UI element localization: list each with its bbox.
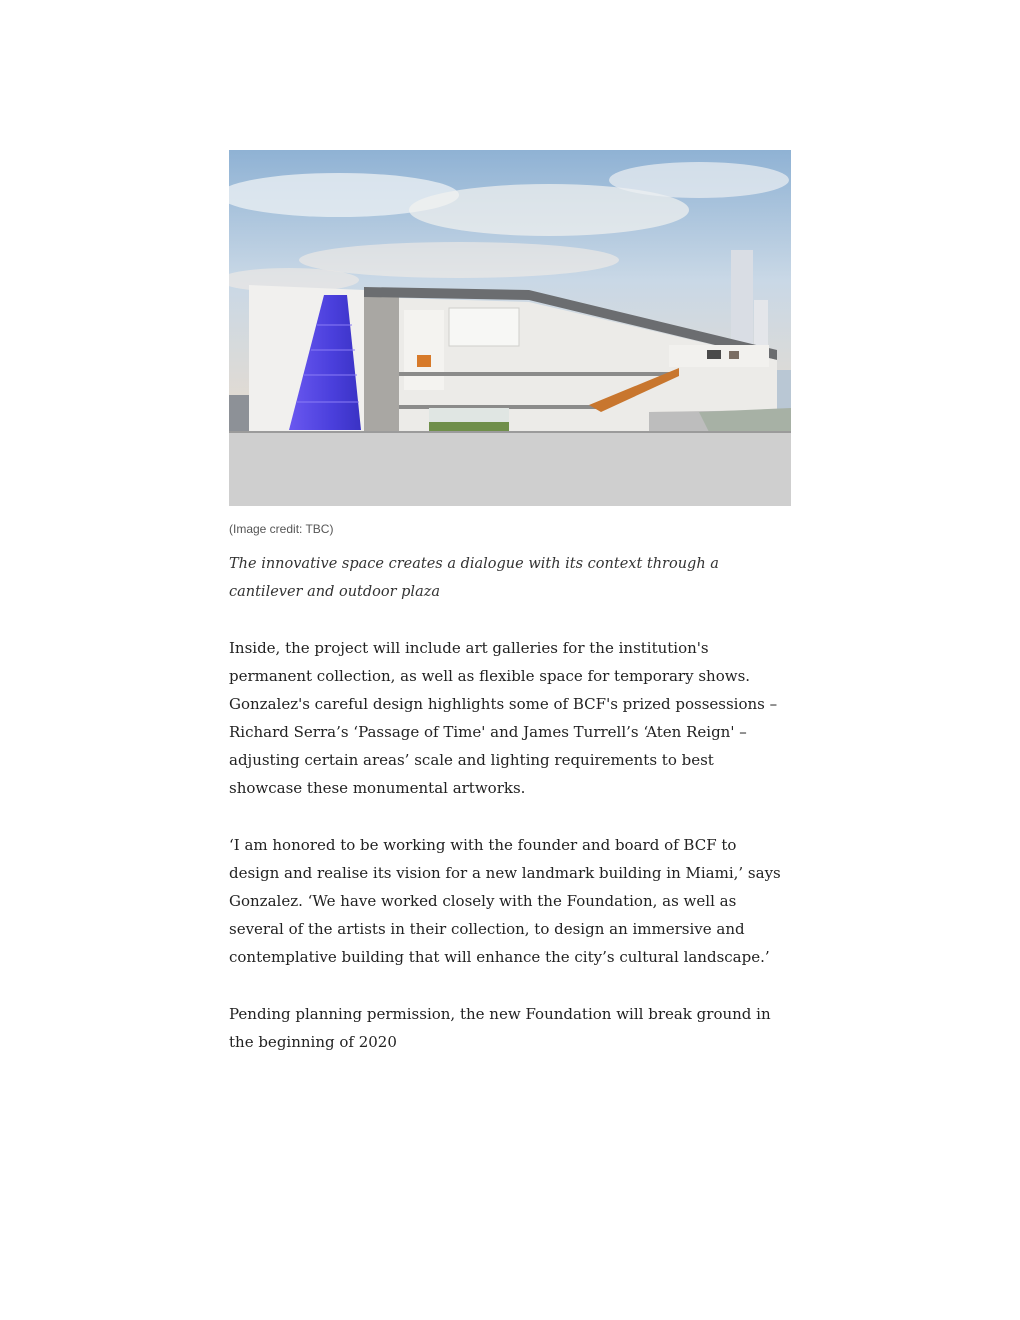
body-paragraph: Inside, the project will include art galleries for the institution's permanent collection, as well as flexible space for temporary shows. Gonzalez's careful design highlights some of BCF's prized possessions – Richard Serra’s ‘Passage of Time' and James Turrell’s ‘Aten Reign' – adjusting certain areas’ scale and lighting requirements to best showcase these monumental artworks. xyxy=(229,639,778,797)
body-paragraph: ‘I am honored to be working with the founder and board of BCF to design and realise its vision for a new landmark building in Miami,’ says Gonzalez. ‘We have worked closely with the Foundation, as well as several of the artists in their collection, to design an immersive and contemplative building that will enhance the city’s cultural landscape.’ xyxy=(229,836,781,966)
building-section-image xyxy=(229,150,791,506)
image-caption: The innovative space creates a dialogue with its context through a cantilever and outdoor plaza xyxy=(229,556,719,600)
image-credit: (Image credit: TBC) xyxy=(229,522,334,536)
body-paragraph: Pending planning permission, the new Foundation will break ground in the beginning of 2020 xyxy=(229,1005,771,1051)
article xyxy=(229,150,791,1056)
